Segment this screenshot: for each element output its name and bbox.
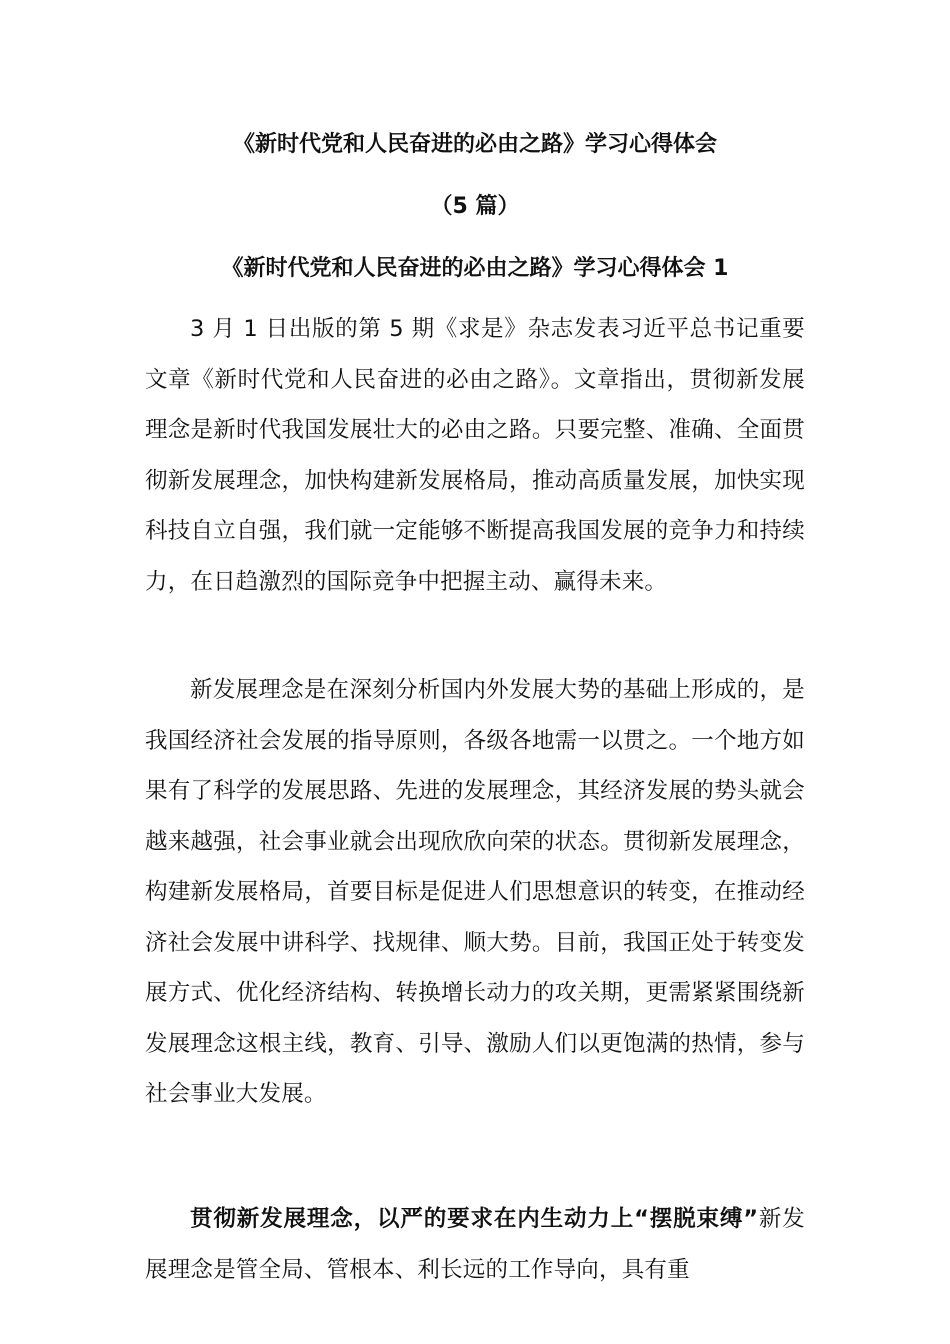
section-title: 《新时代党和人民奋进的必由之路》学习心得体会 1 <box>221 256 729 281</box>
document-subtitle: （5 篇） <box>430 194 520 219</box>
document-title: 《新时代党和人民奋进的必由之路》学习心得体会 <box>232 132 717 157</box>
paragraph-1: 3 月 1 日出版的第 5 期《求是》杂志发表习近平总书记重要文章《新时代党和人民奋进的必由之路》。文章指出，贯彻新发展理念是新时代我国发展壮大的必由之路。只要完整、准确、全面贯彻新发展理念，加快构建新发展格局，推动高质量发展，加快实现科技自立自强，我们就一定能够不断提高我国发展的竞争力和持续力，在日趋激烈的国际竞争中把握主动、赢得未来。 <box>145 316 805 595</box>
paragraph-3-text: 新发展理念是管全局、管根本、利长远的工作导向，具有重 <box>145 1206 805 1283</box>
paragraph-3-heading: 贯彻新发展理念，以严的要求在内生动力上“摆脱束缚” <box>190 1206 759 1232</box>
paragraph-3 <box>145 1194 805 1295</box>
paragraph-2: 新发展理念是在深刻分析国内外发展大势的基础上形成的，是我国经济社会发展的指导原则，各级各地需一以贯之。一个地方如果有了科学的发展思路、先进的发展理念，其经济发展的势头就会越来越强，社会事业就会出现欣欣向荣的状态。贯彻新发展理念，构建新发展格局，首要目标是促进人们思想意识的转变，在推动经济社会发展中讲科学、找规律、顺大势。目前，我国正处于转变发展方式、优化经济结构、转换增长动力的攻关期，更需紧紧围绕新发展理念这根主线，教育、引导、激励人们以更饱满的热情，参与社会事业大发展。 <box>145 677 805 1107</box>
